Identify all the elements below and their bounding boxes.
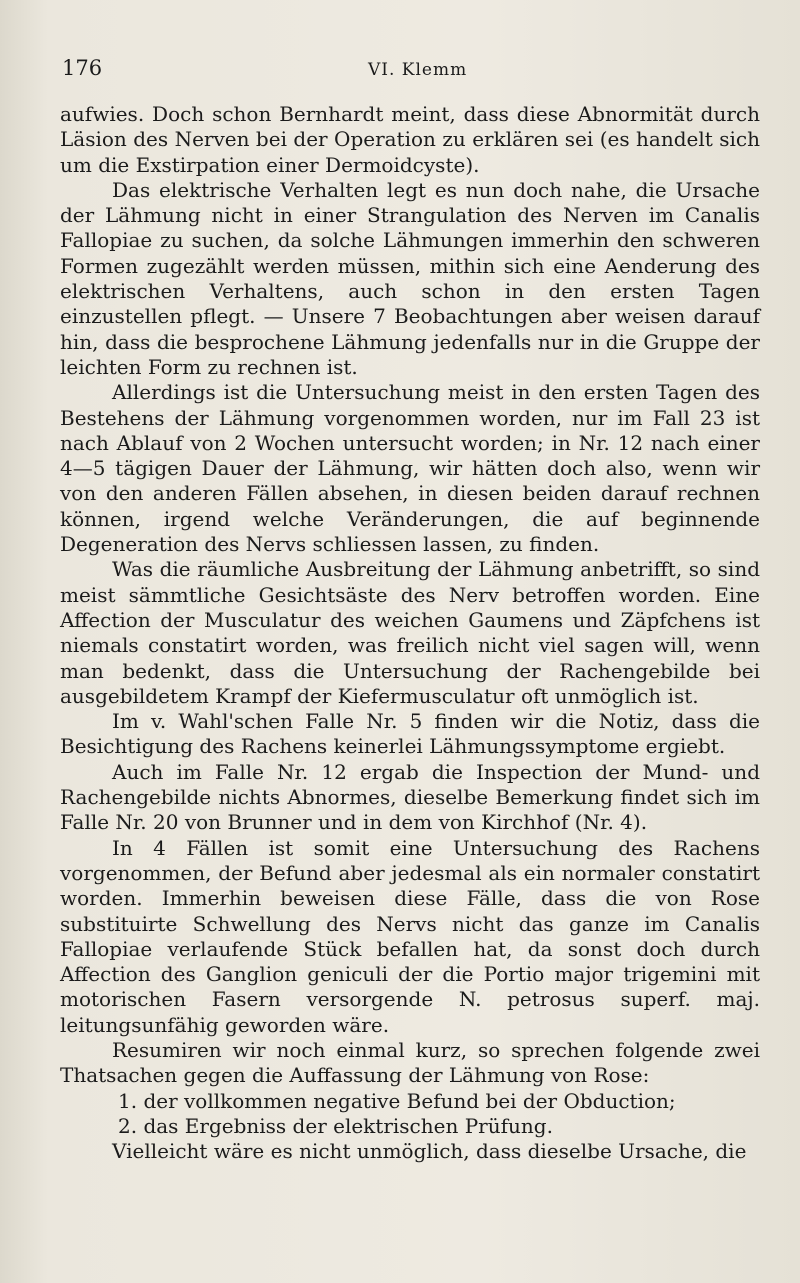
paragraph-1: aufwies. Doch schon Bernhardt meint, dass diese Abnormität durch Läsion des Nerven bei der Operation zu erklären sei (es handelt sich um die Exstirpation einer Dermoidcyste). [60, 102, 760, 177]
paragraph-2: Das elektrische Verhalten legt es nun doch nahe, die Ursache der Lähmung nicht in einer Strangulation des Nerven im Canalis Fallopiae zu suchen, da solche Lähmungen immerhin den schweren Formen zugezählt werden müssen, mithin sich eine Aenderung des elektrischen Verhaltens, auch schon in den ersten Tagen einzustellen pflegt. — Unsere 7 Beobachtungen aber weisen darauf hin, dass die besprochene Lähmung jedenfalls nur in die Gruppe der leichten Form zu rechnen ist. [60, 177, 760, 379]
paragraph-4: Was die räumliche Ausbreitung der Lähmung anbetrifft, so sind meist sämmtliche Gesichtsäste des Nerv betroffen worden. Eine Affection der Musculatur des weichen Gaumens und Zäpfchens ist niemals constatirt worden, was freilich nicht viel sagen will, wenn man bedenkt, dass die Untersuchung der Rachengebilde bei ausgebildetem Krampf der Kiefermusculatur oft unmöglich ist. [60, 557, 760, 708]
list-item-1: 1. der vollkommen negative Befund bei der Obduction; [118, 1088, 676, 1113]
body-text [60, 102, 760, 1164]
list-item-2: 2. das Ergebniss der elektrischen Prüfung. [118, 1113, 553, 1138]
paragraph-8: Resumiren wir noch einmal kurz, so sprechen folgende zwei Thatsachen gegen die Auffassung der Lähmung von Rose: [60, 1037, 760, 1088]
closing-line: Vielleicht wäre es nicht unmöglich, dass dieselbe Ursache, die [112, 1139, 747, 1164]
page-number: 176 [62, 56, 103, 80]
running-head: VI. Klemm [368, 60, 468, 80]
page-header [62, 56, 762, 86]
paragraph-6: Auch im Falle Nr. 12 ergab die Inspection der Mund- und Rachengebilde nichts Abnormes, dieselbe Bemerkung findet sich im Falle Nr. 20 von Brunner und in dem von Kirchhof (Nr. 4). [60, 759, 760, 835]
paragraph-7: In 4 Fällen ist somit eine Untersuchung des Rachens vorgenommen, der Befund aber jedesmal als ein normaler constatirt worden. Immerhin beweisen diese Fälle, dass die von Rose substituirte Schwellung des Nervs nicht das ganze im Canalis Fallopiae verlaufende Stück befallen hat, da sonst doch durch Affection des Ganglion geniculi der die Portio major trigemini mit motorischen Fasern versorgende N. petrosus superf. maj. leitungsunfähig geworden wäre. [60, 835, 760, 1037]
paragraph-5: Im v. Wahl'schen Falle Nr. 5 finden wir die Notiz, dass die Besichtigung des Rachens keinerlei Lähmungssymptome ergiebt. [60, 709, 760, 759]
paragraph-3: Allerdings ist die Untersuchung meist in den ersten Tagen des Bestehens der Lähmung vorgenommen worden, nur im Fall 23 ist nach Ablauf von 2 Wochen untersucht worden; in Nr. 12 nach einer 4—5 tägigen Dauer der Lähmung, wir hätten doch also, wenn wir von den anderen Fällen absehen, in diesen beiden darauf rechnen können, irgend welche Veränderungen, die auf beginnende Degeneration des Nervs schliessen lassen, zu finden. [60, 380, 760, 557]
